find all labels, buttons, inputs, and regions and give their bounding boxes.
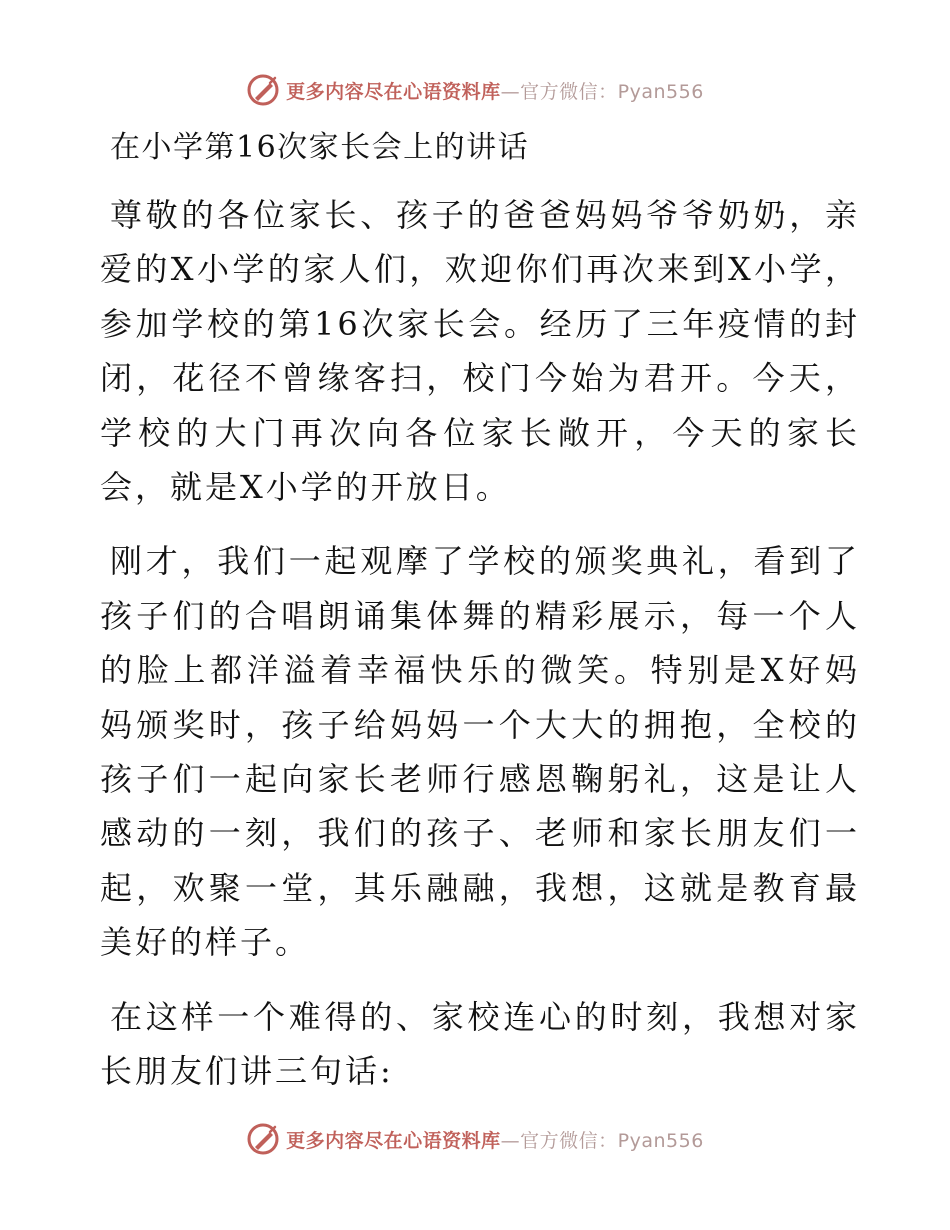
header-banner-title: 更多内容尽在心语资料库 xyxy=(286,80,501,103)
paragraph-3: 在这样一个难得的、家校连心的时刻，我想对家长朋友们讲三句话: xyxy=(100,997,860,1091)
quill-pen-logo-icon xyxy=(246,73,280,107)
document-title: 在小学第16次家长会上的讲话 xyxy=(110,130,530,165)
footer-banner-title: 更多内容尽在心语资料库 xyxy=(286,1129,501,1152)
header-banner xyxy=(0,70,950,110)
footer-banner-wechat: 官方微信：Pyan556 xyxy=(520,1129,704,1152)
paragraph-2: 刚才，我们一起观摩了学校的颁奖典礼，看到了孩子们的合唱朗诵集体舞的精彩展示，每一个人的脸上都洋溢着幸福快乐的微笑。特别是X好妈妈颁奖时，孩子给妈妈一个大大的拥抱，全校的孩子们一起向家长老师行感恩鞠躬礼，这是让人感动的一刻，我们的孩子、老师和家长朋友们一起，欢聚一堂，其乐融融，我想，这就是教育最美好的样子。 xyxy=(100,542,860,962)
paragraph-1: 尊敬的各位家长、孩子的爸爸妈妈爷爷奶奶，亲爱的X小学的家人们，欢迎你们再次来到X小学，参加学校的第16次家长会。经历了三年疫情的封闭，花径不曾缘客扫，校门今始为君开。今天，学校的大门再次向各位家长敞开，今天的家长会，就是X小学的开放日。 xyxy=(100,196,860,507)
header-banner-dash: — xyxy=(500,80,521,103)
document-body xyxy=(100,122,860,1119)
footer-banner xyxy=(0,1119,950,1159)
quill-pen-logo-icon xyxy=(246,1122,280,1156)
footer-banner-dash: — xyxy=(500,1129,521,1152)
header-banner-wechat: 官方微信：Pyan556 xyxy=(520,80,704,103)
